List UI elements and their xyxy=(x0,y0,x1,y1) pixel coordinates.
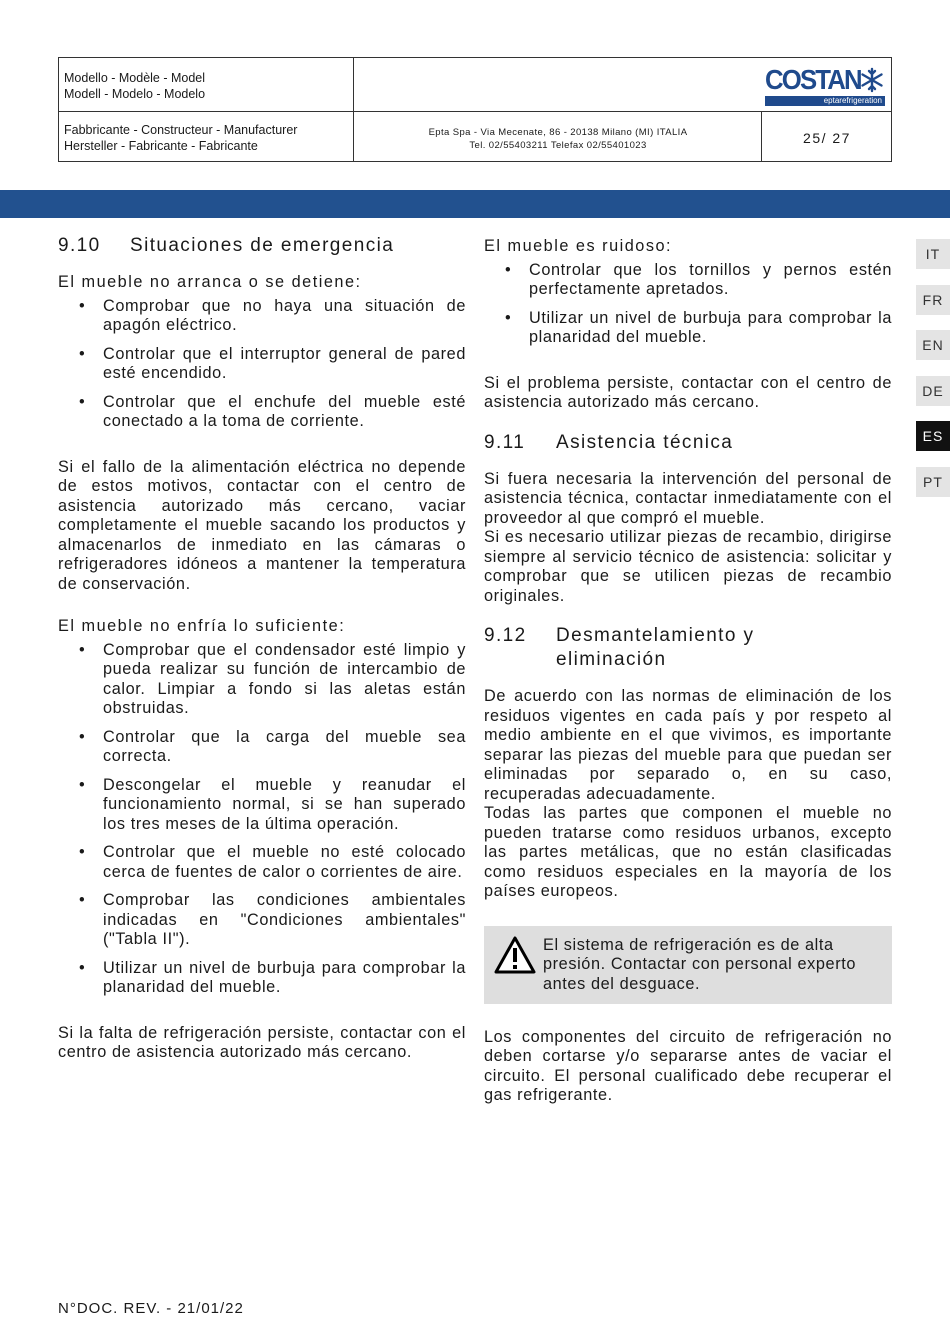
list-item: • Comprobar que no haya una situación de apagón eléctrico. xyxy=(58,297,466,336)
section-9-10-heading: 9.10 Situaciones de emergencia xyxy=(58,235,395,256)
refrigerant-paragraph: Los componentes del circuito de refrigeración no deben cortarse y/o separarse antes de vaciar el circuito. El personal cualificado debe recuperar el gas refrigerante. xyxy=(484,1027,892,1104)
assistance-paragraph-1: Si fuera necesaria la intervención del personal de asistencia técnica, contactar inmediatamente con el proveedor al que compró el mueble. xyxy=(484,469,892,527)
list-item: • Utilizar un nivel de burbuja para comprobar la planaridad del mueble. xyxy=(58,959,466,998)
lang-tab-it[interactable]: IT xyxy=(916,239,950,269)
list-item: • Controlar que la carga del mueble sea correcta. xyxy=(58,728,466,767)
page-number: 25/ 27 xyxy=(803,130,851,146)
warning-box xyxy=(484,926,892,1004)
list-item: • Utilizar un nivel de burbuja para comprobar la planaridad del mueble. xyxy=(484,309,892,348)
list-item: • Controlar que el enchufe del mueble esté conectado a la toma de corriente. xyxy=(58,393,466,432)
section-9-12-heading: 9.12 Desmantelamiento y eliminación xyxy=(484,625,755,670)
language-tabs xyxy=(916,239,950,512)
list-item: • Comprobar las condiciones ambientales indicadas en "Condiciones ambientales" ("Tabla II"). xyxy=(58,891,466,950)
no-start-subheading: El mueble no arranca o se detiene: xyxy=(58,273,362,291)
noisy-subheading: El mueble es ruidoso: xyxy=(484,237,673,255)
manufacturer-label: Fabbricante - Constructeur - Manufacturer Hersteller - Fabricante - Fabricante xyxy=(64,123,298,153)
header-color-band xyxy=(0,190,950,218)
noisy-list xyxy=(484,261,892,348)
list-item: • Controlar que el mueble no esté colocado cerca de fuentes de calor o corrientes de aire. xyxy=(58,843,466,882)
lang-tab-de[interactable]: DE xyxy=(916,376,950,406)
document-footer: N°DOC. REV. - 21/01/22 xyxy=(58,1300,244,1317)
model-label: Modello - Modèle - Model Modell - Modelo - Modelo xyxy=(64,71,206,101)
disposal-paragraph-2: Todas las partes que componen el mueble no pueden tratarse como residuos urbanos, excepto las partes metálicas, que no están clasificadas como residuos especiales en la mayoría de los países europeos. xyxy=(484,804,892,900)
list-item: • Controlar que el interruptor general de pared esté encendido. xyxy=(58,345,466,384)
section-9-11-heading: 9.11 Asistencia técnica xyxy=(484,431,734,453)
left-column xyxy=(58,234,466,1063)
no-start-list xyxy=(58,297,466,432)
disposal-paragraph-1: De acuerdo con las normas de eliminación de los residuos vigentes en cada país y por respeto al medio ambiente en el que vivimos, es importante separar las piezas del mueble para que puedan ser eliminadas por separado o, en su caso, recuperadas adecuadamente. xyxy=(484,687,892,803)
logo-wordmark: COSTAN xyxy=(765,64,861,95)
snowflake-icon xyxy=(859,67,885,93)
costan-logo xyxy=(765,65,885,105)
right-column xyxy=(484,234,892,1106)
not-cooling-paragraph: Si la falta de refrigeración persiste, contactar con el centro de asistencia autorizado más cercano. xyxy=(58,1023,466,1061)
lang-tab-pt[interactable]: PT xyxy=(916,467,950,497)
lang-tab-en[interactable]: EN xyxy=(916,330,950,360)
not-cooling-subheading: El mueble no enfría lo suficiente: xyxy=(58,617,346,635)
lang-tab-es[interactable]: ES xyxy=(916,421,950,451)
power-failure-paragraph: Si el fallo de la alimentación eléctrica no depende de estos motivos, contactar con el centro de asistencia autorizado más cercano, vaciar completamente el mueble sacando los productos y almacenarlos de inmediato en las cámaras o refrigeradores idóneos a mantener la temperatura de conservación. xyxy=(58,457,466,593)
noisy-paragraph: Si el problema persiste, contactar con el centro de asistencia autorizado más cercano. xyxy=(484,373,892,411)
manufacturer-address: Epta Spa - Via Mecenate, 86 - 20138 Milano (MI) ITALIA Tel. 02/55403211 Telefax 02/55401023 xyxy=(428,127,688,151)
document-header xyxy=(58,57,892,162)
warning-triangle-icon xyxy=(493,935,537,975)
not-cooling-list xyxy=(58,641,466,998)
lang-tab-fr[interactable]: FR xyxy=(916,285,950,315)
logo-tagline: eptarefrigeration xyxy=(765,96,885,106)
warning-text: El sistema de refrigeración es de alta presión. Contactar con personal experto antes del desguace. xyxy=(543,935,857,993)
list-item: • Descongelar el mueble y reanudar el funcionamiento normal, si se han superado los tres meses de la última operación. xyxy=(58,776,466,835)
list-item: • Comprobar que el condensador esté limpio y pueda realizar su función de intercambio de calor. Limpiar a fondo si las aletas están obstruidas. xyxy=(58,641,466,719)
assistance-paragraph-2: Si es necesario utilizar piezas de recambio, dirigirse siempre al servicio técnico de asistencia: solicitar y comprobar que se utilicen piezas de recambio originales. xyxy=(484,528,892,605)
list-item: • Controlar que los tornillos y pernos estén perfectamente apretados. xyxy=(484,261,892,300)
